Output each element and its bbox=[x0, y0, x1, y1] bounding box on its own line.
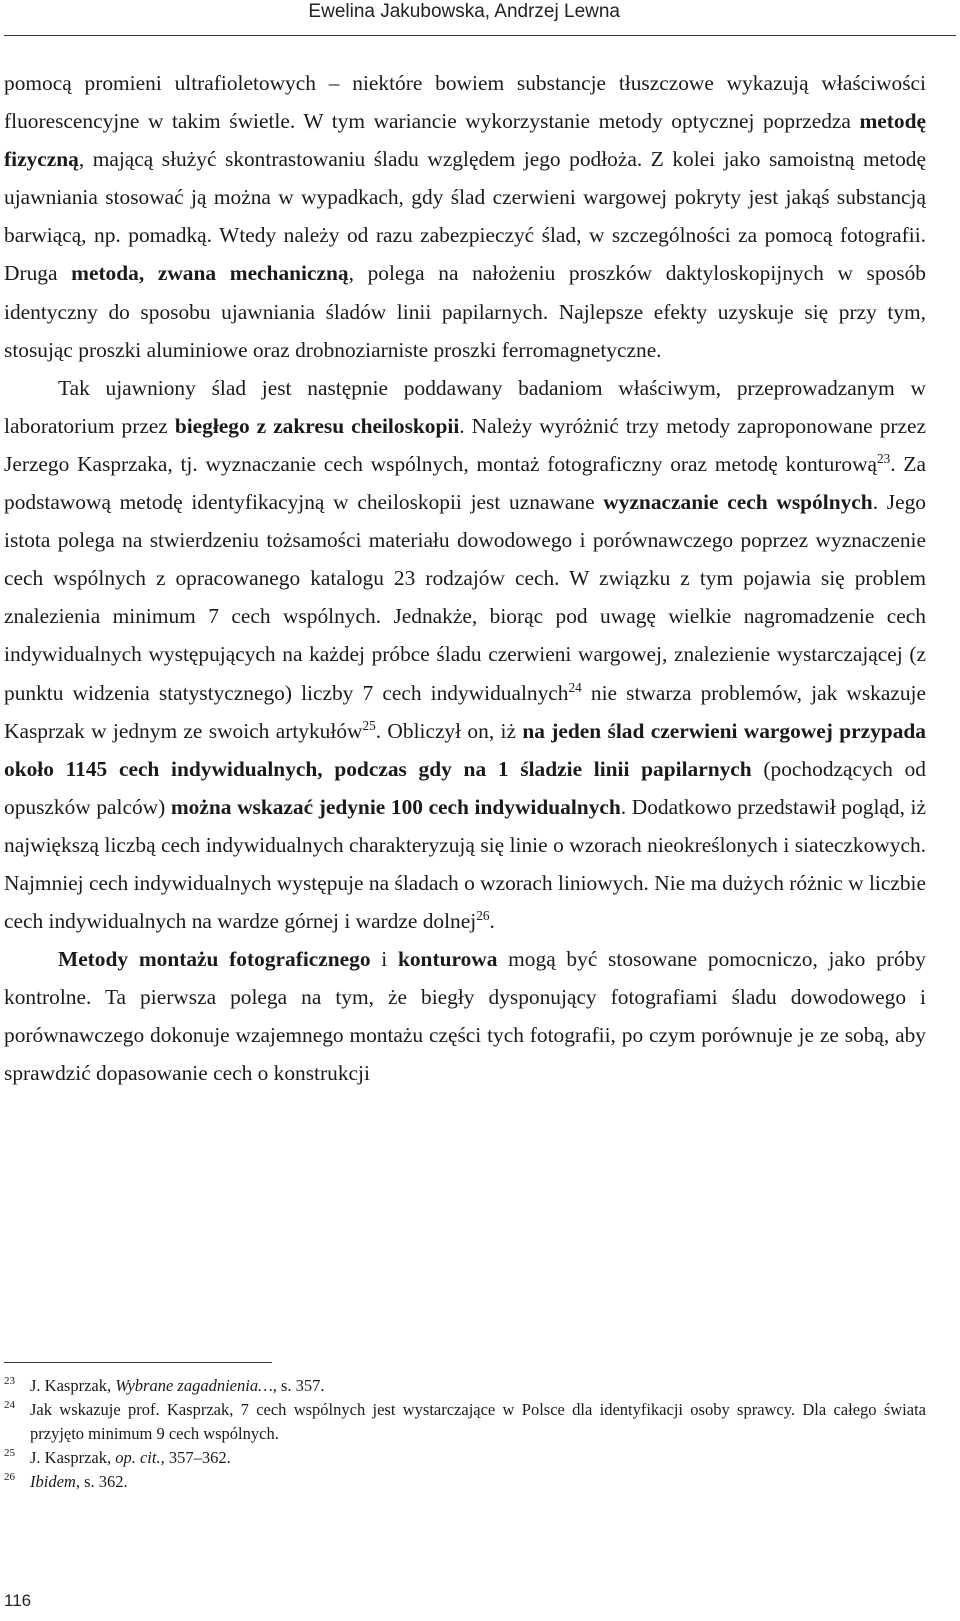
footnote-ref: 25 bbox=[362, 717, 376, 733]
text-run: Tak ujawniony ślad jest następnie poddawany badaniom właściwym, przeprowadzanym w laboratorium przez bbox=[4, 375, 926, 438]
paragraph bbox=[4, 940, 926, 1092]
text-run: , mającą służyć skontrastowaniu śladu względem jego podłoża. Z kolei jako samoistną metodę ujawniania stosować ją można w wypadkach, gdy ślad czerwieni wargowej pokryty jest jakąś substancją barwiącą, np. pomadką. Wtedy należy od razu zabezpieczyć ślad, w szczególności za pomocą fotografii. Druga bbox=[4, 147, 926, 286]
footnote bbox=[4, 1374, 926, 1398]
footnote-number: 26 bbox=[4, 1471, 15, 1483]
footnote-ref: 26 bbox=[476, 907, 490, 923]
bold-text: metoda, zwana mechaniczną bbox=[71, 261, 349, 286]
text-run: i bbox=[370, 947, 398, 972]
text-run: nie stwarza problemów, jak wskazuje Kasprzak w jednym ze swoich artykułów bbox=[4, 680, 926, 743]
footnote bbox=[4, 1470, 926, 1494]
footnote-number: 25 bbox=[4, 1447, 15, 1459]
text-run: . Należy wyróżnić trzy metody zaproponowane przez Jerzego Kasprzaka, tj. wyznaczanie cech wspólnych, montaż fotograficzny oraz metodę konturową bbox=[4, 413, 926, 476]
text-run: pomocą promieni ultrafioletowych – niektóre bowiem substancje tłuszczowe wykazują właściwości fluorescencyjne w takim świetle. W tym wariancie wykorzystanie metody optycznej poprzedza bbox=[4, 71, 926, 134]
text-run: mogą być stosowane pomocniczo, jako próby kontrolne. Ta pierwsza polega na tym, że biegły dysponujący fotografiami śladu dowodowego i porównawczego dokonuje wzajemnego montażu części tych fotografii, po czym porównuje je ze sobą, aby sprawdzić dopasowanie cech o konstrukcji bbox=[4, 947, 926, 1086]
text-run: . Za podstawową metodę identyfikacyjną w cheiloskopii jest uznawane bbox=[4, 451, 926, 515]
footnote bbox=[4, 1446, 926, 1470]
italic-text: Ibidem bbox=[30, 1472, 76, 1491]
text-run: . bbox=[489, 909, 495, 934]
text-run: , polega na nałożeniu proszków daktyloskopijnych w sposób identyczny do sposobu ujawniania śladów linii papilarnych. Najlepsze efekty uzyskuje się przy tym, stosując proszki aluminiowe oraz drobnoziarniste proszki ferromagnetyczne. bbox=[4, 261, 926, 362]
footnote bbox=[4, 1398, 926, 1446]
bold-text: można wskazać jedynie 100 cech indywidualnych bbox=[170, 794, 621, 819]
footnote-text: , s. 357. bbox=[272, 1376, 325, 1395]
bold-text: metodę fizyczną bbox=[4, 109, 926, 172]
running-head-authors: Ewelina Jakubowska, Andrzej Lewna bbox=[308, 1, 620, 22]
footnote-number: 23 bbox=[4, 1375, 15, 1387]
paragraph bbox=[4, 64, 926, 369]
bold-text: wyznaczanie cech wspólnych bbox=[603, 490, 873, 515]
running-header bbox=[0, 0, 960, 40]
page-number: 116 bbox=[4, 1591, 32, 1610]
text-run: . Obliczył on, iż bbox=[375, 718, 523, 743]
header-rule bbox=[4, 35, 956, 36]
footnote-separator bbox=[4, 1362, 272, 1363]
body-text bbox=[4, 64, 926, 1093]
footnote-text: J. Kasprzak, bbox=[30, 1376, 116, 1395]
footnote-text: 357–362. bbox=[164, 1448, 231, 1467]
paragraph bbox=[4, 369, 926, 940]
footnotes bbox=[4, 1374, 926, 1494]
footnote-text: , s. 362. bbox=[75, 1472, 128, 1491]
text-run: (pochodzących od opuszków palców) bbox=[4, 756, 926, 819]
italic-text: Wybrane zagadnienia… bbox=[115, 1376, 273, 1395]
bold-text: na jeden ślad czerwieni wargowej przypada około 1145 cech indywidualnych, podczas gdy na 1 śladzie linii papilarnych bbox=[4, 718, 926, 781]
text-run: . Jego istota polega na stwierdzeniu tożsamości materiału dowodowego i porównawczego poprzez wyznaczenie cech wspólnych z opracowanego katalogu 23 rodzajów cech. W związku z tym pojawia się problem znalezienia minimum 7 cech wspólnych. Jednakże, biorąc pod uwagę wielkie nagromadzenie cech indywidualnych występujących na każdej próbce śladu czerwieni wargowej, znalezienie wystarczającej (z punktu widzenia statystycznego) liczby 7 cech indywidualnych bbox=[4, 490, 926, 705]
text-run: . Dodatkowo przedstawił pogląd, iż największą liczbą cech indywidualnych charakteryzują się linie o wzorach nieokreślonych i siateczkowych. Najmniej cech indywidualnych występuje na śladach o wzorach liniowych. Nie ma dużych różnic w liczbie cech indywidualnych na wardze górnej i wardze dolnej bbox=[4, 794, 926, 934]
footnote-number: 24 bbox=[4, 1399, 15, 1411]
footnote-text: Jak wskazuje prof. Kasprzak, 7 cech wspólnych jest wystarczające w Polsce dla identyfikacji osoby sprawcy. Dla całego świata przyjęto minimum 9 cech wspólnych. bbox=[30, 1400, 926, 1443]
footnote-ref: 23 bbox=[877, 450, 891, 466]
footnote-text: J. Kasprzak, bbox=[30, 1448, 116, 1467]
bold-text: biegłego z zakresu cheiloskopii bbox=[174, 413, 460, 438]
italic-text: op. cit., bbox=[115, 1448, 165, 1467]
footnote-ref: 24 bbox=[568, 679, 582, 695]
bold-text: Metody montażu fotograficznego bbox=[58, 947, 371, 972]
bold-text: konturowa bbox=[397, 947, 498, 972]
